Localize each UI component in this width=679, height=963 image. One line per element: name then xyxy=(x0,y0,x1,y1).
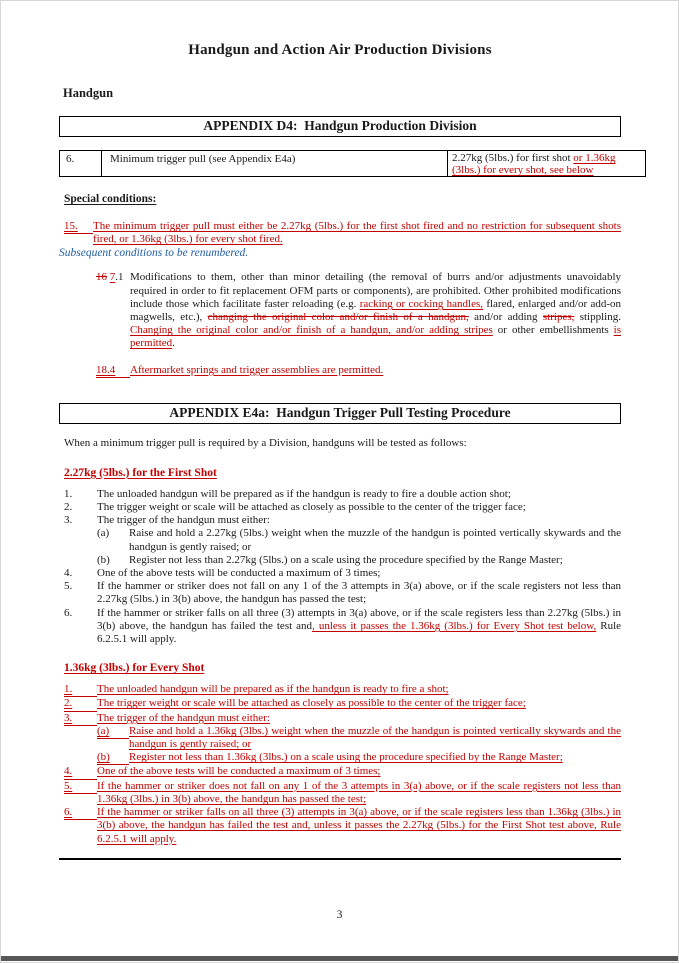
text-run: . xyxy=(172,337,175,350)
list-item-text xyxy=(129,751,621,764)
list-item-number: 4. xyxy=(64,765,97,779)
list-item-number: (a) xyxy=(97,725,129,739)
list-item-text xyxy=(97,514,621,567)
list-item xyxy=(64,501,621,514)
list-item-number: 2. xyxy=(64,697,97,711)
condition-15-number: 15. xyxy=(64,220,93,234)
text-run: 2.27kg (5lbs.) for first shot xyxy=(452,152,574,164)
text-run: Register not less than 1.36kg (3lbs.) on a scale using the procedure specified by the Range Master; xyxy=(129,751,563,764)
text-run: One of the above tests will be conducted a maximum of 3 times; xyxy=(97,765,381,778)
table-cell-item: Minimum trigger pull (see Appendix E4a) xyxy=(102,151,448,177)
text-run: The unloaded handgun will be prepared as if the handgun is ready to fire a double action shot; xyxy=(97,487,511,500)
text-run: , unless it passes the 1.36kg (3lbs.) for Every Shot test below, xyxy=(312,619,597,632)
condition-15 xyxy=(64,220,621,246)
rule-7-1-number xyxy=(96,271,130,284)
list-item-text xyxy=(97,567,621,580)
footer-rule xyxy=(59,858,621,860)
list-item-text xyxy=(97,697,621,710)
appendix-d4-header-text: APPENDIX D4: Handgun Production Division xyxy=(203,118,477,133)
first-shot-heading: 2.27kg (5lbs.) for the First Shot xyxy=(64,466,217,479)
list-subitem xyxy=(97,527,621,553)
text-run: or other embellishments xyxy=(492,324,614,337)
list-item xyxy=(64,580,621,606)
list-item-text xyxy=(129,725,621,751)
list-item-text xyxy=(97,683,621,696)
text-run: The trigger weight or scale will be attached as closely as possible to the center of the trigger face; xyxy=(97,697,526,710)
text-run: If the hammer or striker falls on all three (3) attempts in 3(a) above, or if the scale registers less than 2.27kg (5lbs.) in 3(b) above, the handgun has failed the test and xyxy=(97,606,621,632)
text-run: If the hammer or striker falls on all three (3) attempts in 3(a) above, or if the scale registers less than 1.36kg (3lbs.) in 3(b) above, the handgun has failed the test and, unless it passes the 2.27kg (5lbs.) for the First Shot test above, Rule 6.2.5.1 will apply. xyxy=(97,806,621,845)
list-item-number: 6. xyxy=(64,806,97,820)
list-subitem xyxy=(97,725,621,751)
spec-table xyxy=(59,150,646,177)
list-item-text xyxy=(97,765,621,778)
text-run: flared, enlarged and/or add-on magwells, etc.), xyxy=(130,297,621,324)
text-run: is permitted xyxy=(130,324,622,350)
list-item xyxy=(64,765,621,779)
text-run: Changing the original color and/or finish of a handgun, and/or adding stripes xyxy=(130,324,493,337)
text-run: The unloaded handgun will be prepared as if the handgun is ready to fire a shot; xyxy=(97,683,449,696)
list-item xyxy=(64,712,621,766)
text-run: Modifications to them, other than minor detailing (the removal of burrs and/or adjustments unavoidably required in order to fit replacement OFM parts or components), are prohibited. Other prohibited modifications include those which facilitate faster reloading (e.g. xyxy=(130,271,621,310)
list-item-text xyxy=(97,806,621,846)
list-item xyxy=(64,567,621,580)
section-heading-handgun: Handgun xyxy=(63,86,114,100)
text-run: changing the original color and/or finish of a handgun, xyxy=(207,311,469,324)
text-run: The minimum trigger pull must either be 2.27kg (5lbs.) for the first shot fired and no restriction for subsequent shots fired, or 1.36kg (3lbs.) for every shot fired. xyxy=(93,220,621,246)
rule-18-4-number: 18.4 xyxy=(96,364,130,378)
renumber-note: Subsequent conditions to be renumbered. xyxy=(59,247,249,260)
list-subitem xyxy=(97,554,621,567)
text-run: The trigger weight or scale will be attached as closely as possible to the center of the trigger face; xyxy=(97,501,526,514)
text-run: The trigger of the handgun must either: xyxy=(97,711,270,724)
every-shot-list xyxy=(64,683,621,845)
text-run: Register not less than 2.27kg (5lbs.) on a scale using the procedure specified by the Range Master; xyxy=(129,553,563,566)
text-run: Aftermarket springs and trigger assemblies are permitted. xyxy=(130,363,384,376)
list-item xyxy=(64,806,621,846)
list-item-number: 4. xyxy=(64,567,73,580)
list-item-number: 3. xyxy=(64,514,73,527)
list-item-text xyxy=(97,580,621,606)
special-conditions-heading: Special conditions: xyxy=(64,193,157,205)
list-item xyxy=(64,514,621,567)
text-run: Raise and hold a 2.27kg (5lbs.) weight when the muzzle of the handgun is pointed vertically skywards and the handgun is gently raised; or xyxy=(129,527,621,553)
list-item xyxy=(64,683,621,697)
list-item-number: 2. xyxy=(64,501,73,514)
list-item-text xyxy=(97,607,621,647)
document-title: Handgun and Action Air Production Divisions xyxy=(188,42,492,58)
list-item-number: 5. xyxy=(64,580,73,593)
text-run: If the hammer or striker does not fall on any 1 of the 3 attempts in 3(a) above, or if the scale registers not less than 1.36kg (3lbs.) in 3(b) above, the handgun has passed the test; xyxy=(97,779,621,805)
appendix-e4a-header-box xyxy=(59,403,621,424)
text-run: and/or adding xyxy=(468,311,543,324)
list-item xyxy=(64,488,621,501)
text-run: Rule 6.2.5.1 will apply. xyxy=(97,619,622,646)
appendix-e4a-header-text: APPENDIX E4a: Handgun Trigger Pull Testing Procedure xyxy=(169,404,511,420)
condition-15-text xyxy=(93,220,621,246)
text-run: stripes, xyxy=(542,311,575,324)
text-run: The trigger of the handgun must either: xyxy=(97,514,270,527)
list-item-number: (a) xyxy=(97,527,110,540)
first-shot-list xyxy=(64,488,621,646)
list-item-text xyxy=(129,554,621,567)
text-run: 7 xyxy=(109,271,116,284)
list-item xyxy=(64,780,621,806)
list-item xyxy=(64,607,621,647)
list-item-number: 5. xyxy=(64,780,97,794)
text-run: 16 xyxy=(96,271,107,284)
appendix-d4-header-box xyxy=(59,116,621,137)
testing-intro: When a minimum trigger pull is required by a Division, handguns will be tested as follows: xyxy=(64,436,467,449)
list-item-text xyxy=(97,712,621,766)
text-run: racking or cocking handles, xyxy=(359,297,483,310)
table-cell-value xyxy=(448,151,646,177)
rule-18-4-text xyxy=(130,364,621,377)
text-run: If the hammer or striker does not fall on any 1 of the 3 attempts in 3(a) above, or if the scale registers not less than 2.27kg (5lbs.) in 3(b) above, the handgun has passed the test; xyxy=(97,580,621,606)
list-item-number: 1. xyxy=(64,487,73,500)
text-run: .1 xyxy=(115,271,124,284)
list-item-text xyxy=(97,488,621,501)
rule-18-4 xyxy=(96,364,621,378)
every-shot-heading: 1.36kg (3lbs.) for Every Shot xyxy=(64,662,205,675)
list-item xyxy=(64,697,621,711)
rule-7-1-text xyxy=(130,271,621,350)
text-run: stippling. xyxy=(574,311,621,324)
list-item-number: 1. xyxy=(64,683,97,697)
list-item-number: (b) xyxy=(97,553,110,566)
list-item-number: (b) xyxy=(97,751,129,765)
text-run: or 1.36kg (3lbs.) for every shot, see below xyxy=(452,152,616,176)
list-item-number: 3. xyxy=(64,712,97,726)
table-cell-number: 6. xyxy=(60,151,102,177)
page-number: 3 xyxy=(336,909,343,921)
rule-7-1 xyxy=(96,271,621,350)
text-run: One of the above tests will be conducted a maximum of 3 times; xyxy=(97,567,381,580)
text-run: Raise and hold a 1.36kg (3lbs.) weight when the muzzle of the handgun is pointed vertically skywards and the handgun is gently raised; or xyxy=(129,724,621,751)
table-row xyxy=(60,151,646,177)
list-item-text xyxy=(129,527,621,553)
page-content xyxy=(59,1,621,860)
list-item-number: 6. xyxy=(64,606,73,619)
viewer-bottom-bar xyxy=(1,956,678,961)
list-item-text xyxy=(97,780,621,806)
list-subitem xyxy=(97,751,621,765)
list-item-text xyxy=(97,501,621,514)
